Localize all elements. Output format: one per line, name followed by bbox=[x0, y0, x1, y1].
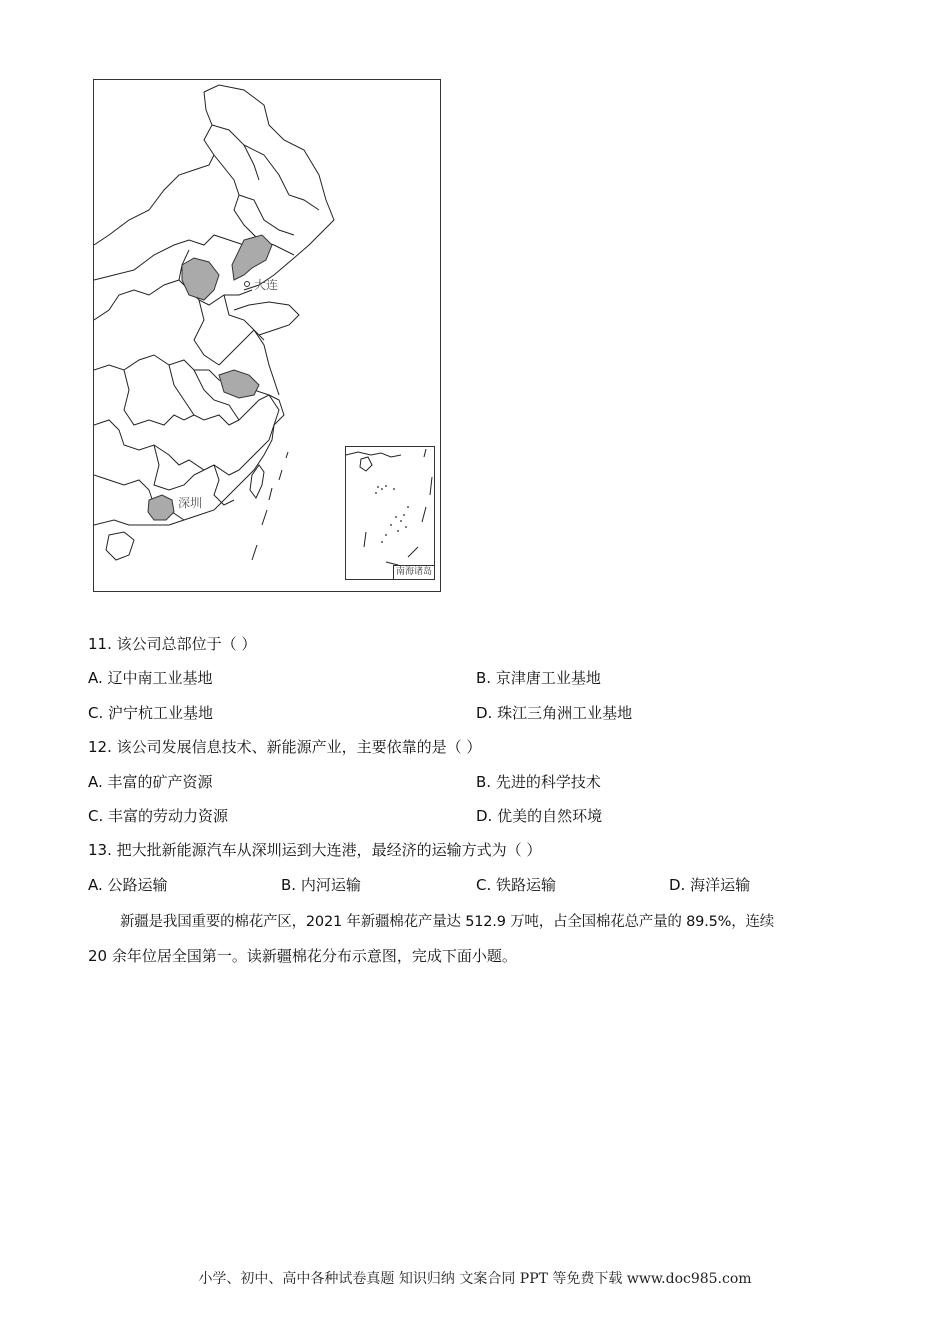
question-11-option-d: D. 珠江三角洲工业基地 bbox=[476, 704, 633, 722]
question-13-option-d: D. 海洋运输 bbox=[669, 876, 751, 894]
passage-line-2: 20 余年位居全国第一。读新疆棉花分布示意图，完成下面小题。 bbox=[88, 947, 517, 965]
question-12-option-d: D. 优美的自然环境 bbox=[476, 807, 603, 825]
page-footer: 小学、初中、高中各种试卷真题 知识归纳 文案合同 PPT 等免费下载 www.doc985.com bbox=[198, 1271, 752, 1287]
shenzhen-label: 深圳 bbox=[178, 496, 203, 510]
dalian-marker bbox=[245, 282, 250, 287]
question-13-stem: 13. 把大批新能源汽车从深圳运到大连港，最经济的运输方式为（ ） bbox=[88, 841, 542, 859]
inset-drawing bbox=[346, 447, 436, 581]
pearl-river-delta-base bbox=[148, 495, 174, 520]
question-11-stem: 11. 该公司总部位于（ ） bbox=[88, 635, 257, 653]
china-east-map bbox=[93, 79, 441, 592]
question-12-option-b: B. 先进的科学技术 bbox=[476, 773, 601, 791]
question-12-option-a: A. 丰富的矿产资源 bbox=[88, 773, 213, 791]
question-11-option-c: C. 沪宁杭工业基地 bbox=[88, 704, 214, 722]
question-13-option-a: A. 公路运输 bbox=[88, 876, 168, 894]
question-12-stem: 12. 该公司发展信息技术、新能源产业，主要依靠的是（ ） bbox=[88, 738, 482, 756]
question-12-option-c: C. 丰富的劳动力资源 bbox=[88, 807, 229, 825]
south-china-sea-inset bbox=[345, 446, 435, 580]
jingjintang-base bbox=[182, 258, 219, 300]
question-11-option-a: A. 辽中南工业基地 bbox=[88, 669, 213, 687]
inset-caption: 南海诸岛 bbox=[393, 565, 434, 579]
huningHang-base bbox=[219, 370, 259, 398]
question-11-option-b: B. 京津唐工业基地 bbox=[476, 669, 601, 687]
liaozhongnan-base bbox=[232, 235, 272, 280]
question-13-option-b: B. 内河运输 bbox=[281, 876, 361, 894]
question-13-option-c: C. 铁路运输 bbox=[476, 876, 557, 894]
passage-line-1: 新疆是我国重要的棉花产区，2021 年新疆棉花产量达 512.9 万吨，占全国棉花总产量的 89.5%，连续 bbox=[120, 914, 775, 930]
dalian-label: 大连 bbox=[254, 278, 279, 292]
